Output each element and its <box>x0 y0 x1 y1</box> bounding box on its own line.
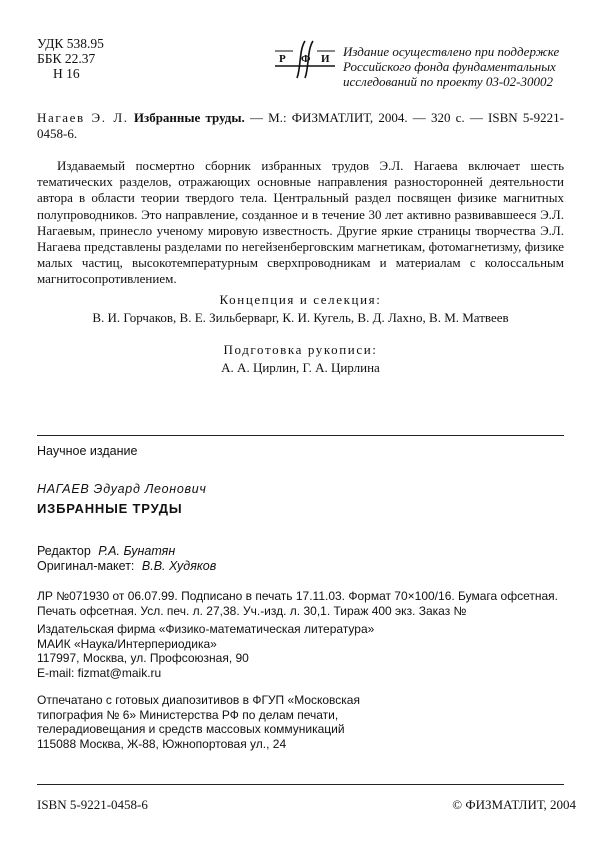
book-title: ИЗБРАННЫЕ ТРУДЫ <box>37 501 183 516</box>
print-details <box>37 589 577 619</box>
layout-line <box>37 559 216 573</box>
biblio-title: Избранные труды. <box>133 110 245 125</box>
biblio-author: Нагаев Э. Л. <box>37 110 129 125</box>
publisher-line-3: 117997, Москва, ул. Профсоюзная, 90 <box>37 651 249 665</box>
publisher-email: E-mail: fizmat@maik.ru <box>37 665 162 680</box>
bbk-code: ББК 22.37 <box>37 51 96 66</box>
printer-line-4: 115088 Москва, Ж-88, Южнопортовая ул., 24 <box>37 736 287 751</box>
logo-letter-i: И <box>321 53 330 65</box>
annotation-paragraph: Издаваемый посмертно сборник избранных трудов Э.Л. Нагаева включает шесть тематических разделов, отражающих основные направления разносторонней деятельности автора в области теории твердого тела. Центральный раздел посвящен физике магнитных полупроводников. Это направление, созданное и в течение 30 лет активно развивавшееся Э.Л. Нагаевым, принесло ученому мировую известность. Другие яркие страницы творчества Э.Л. Нагаева представлены разделами по негейзенберговским магнетикам, фотомагнетизму, физике малых частиц, высокотемпературным сверхпроводникам и материалам с колоссальным магнитосопротивлением. <box>37 158 564 287</box>
author-full-name: НАГАЕВ Эдуард Леонович <box>37 482 207 496</box>
manuscript-heading: Подготовка рукописи: <box>223 342 378 357</box>
printer-line-1: Отпечатано с готовых диапозитивов в ФГУП «Московская <box>37 693 360 707</box>
support-note <box>343 44 575 89</box>
concept-heading: Концепция и селекция: <box>219 292 382 307</box>
top-divider <box>37 435 564 436</box>
logo-letter-f: Ф <box>301 53 311 65</box>
classification-codes <box>37 36 104 81</box>
edition-type: Научное издание <box>37 444 138 458</box>
print-line-1: ЛР №071930 от 06.07.99. Подписано в печать 17.11.03. Формат 70×100/16. Бумага офсетная. <box>37 589 559 603</box>
layout-name: В.В. Худяков <box>141 559 217 573</box>
rffi-logo-icon <box>275 38 335 80</box>
concept-names: В. И. Горчаков, В. Е. Зильберварг, К. И. Кугель, В. Д. Лахно, В. М. Матвеев <box>92 310 509 325</box>
bottom-divider <box>37 784 564 785</box>
print-line-2: Печать офсетная. Усл. печ. л. 27,38. Уч.-изд. л. 30,1. Тираж 400 экз. Заказ № <box>37 604 467 618</box>
support-line-1: Издание осуществлено при поддержке <box>343 44 560 59</box>
biblio-rest: — М.: ФИЗМАТЛИТ, 2004. — 320 с. — ISBN 5-9221-0458-6. <box>37 110 565 141</box>
footer-isbn: ISBN 5-9221-0458-6 <box>37 797 148 812</box>
manuscript-names: А. А. Цирлин, Г. А. Цирлина <box>221 360 380 375</box>
publisher-line-2: МАИК «Наука/Интерпериодика» <box>37 636 217 651</box>
support-line-3: исследований по проекту 03-02-30002 <box>343 74 553 89</box>
bibliographic-record <box>37 110 564 142</box>
printer-line-3: телерадиовещания и средств массовых коммуникаций <box>37 722 345 736</box>
editor-label: Редактор <box>37 544 91 558</box>
publisher-line-1: Издательская фирма «Физико-математическая литература» <box>37 622 375 636</box>
printer-block <box>37 693 360 751</box>
footer-copyright: © ФИЗМАТЛИТ, 2004 <box>452 797 576 812</box>
layout-label: Оригинал-макет: <box>37 559 135 573</box>
publisher-block <box>37 622 374 680</box>
editor-name: Р.А. Бунатян <box>98 544 176 558</box>
author-mark: Н 16 <box>53 66 80 81</box>
logo-letter-r: Р <box>279 53 286 65</box>
support-line-2: Российского фонда фундаментальных <box>343 59 556 74</box>
editor-line <box>37 544 175 558</box>
printer-line-2: типография № 6» Министерства РФ по делам печати, <box>37 707 339 722</box>
udk-code: УДК 538.95 <box>37 36 104 51</box>
